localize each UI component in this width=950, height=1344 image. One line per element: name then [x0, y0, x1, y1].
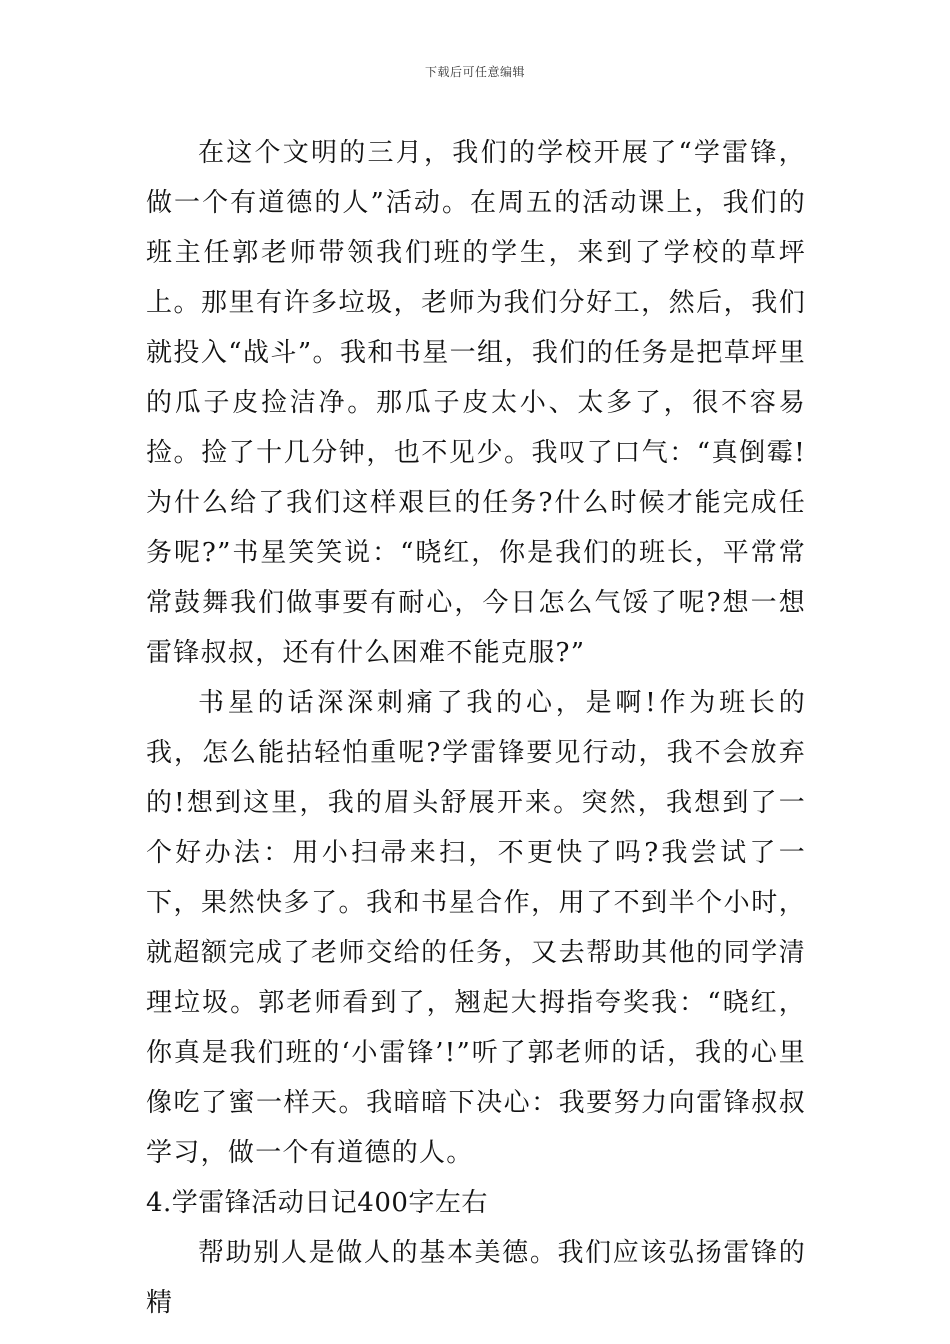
paragraph-3: 帮助别人是做人的基本美德。我们应该弘扬雷锋的精 [146, 1238, 806, 1318]
paragraph-1: 在这个文明的三月，我们的学校开展了“学雷锋，做一个有道德的人”活动。在周五的活动课上，我们的班主任郭老师带领我们班的学生，来到了学校的草坪上。那里有许多垃圾，老师为我们分好工，然后，我们就投入“战斗”。我和书星一组，我们的任务是把草坪里的瓜子皮捡洁净。那瓜子皮太小、太多了，很不容易捡。捡了十几分钟，也不见少。我叹了口气：“真倒霉!为什么给了我们这样艰巨的任务?什么时候才能完成任务呢?”书星笑笑说：“晓红，你是我们的班长，平常常常鼓舞我们做事要有耐心，今日怎么气馁了呢?想一想雷锋叔叔，还有什么困难不能克服?” [146, 138, 806, 668]
document-body [146, 128, 806, 1318]
paragraph-2: 书星的话深深刺痛了我的心，是啊!作为班长的我，怎么能拈轻怕重呢?学雷锋要见行动，我不会放弃的!想到这里，我的眉头舒展开来。突然，我想到了一个好办法：用小扫帚来扫，不更快了吗?我尝试了一下，果然快多了。我和书星合作，用了不到半个小时，就超额完成了老师交给的任务，又去帮助其他的同学清理垃圾。郭老师看到了，翘起大拇指夸奖我：“晓红，你真是我们班的‘小雷锋’!”听了郭老师的话，我的心里像吃了蜜一样天。我暗暗下决心：我要努力向雷锋叔叔学习，做一个有道德的人。 [146, 688, 806, 1168]
page-header: 下载后可任意编辑 [424, 65, 525, 79]
section-heading: 4.学雷锋活动日记400字左右 [146, 1188, 488, 1218]
